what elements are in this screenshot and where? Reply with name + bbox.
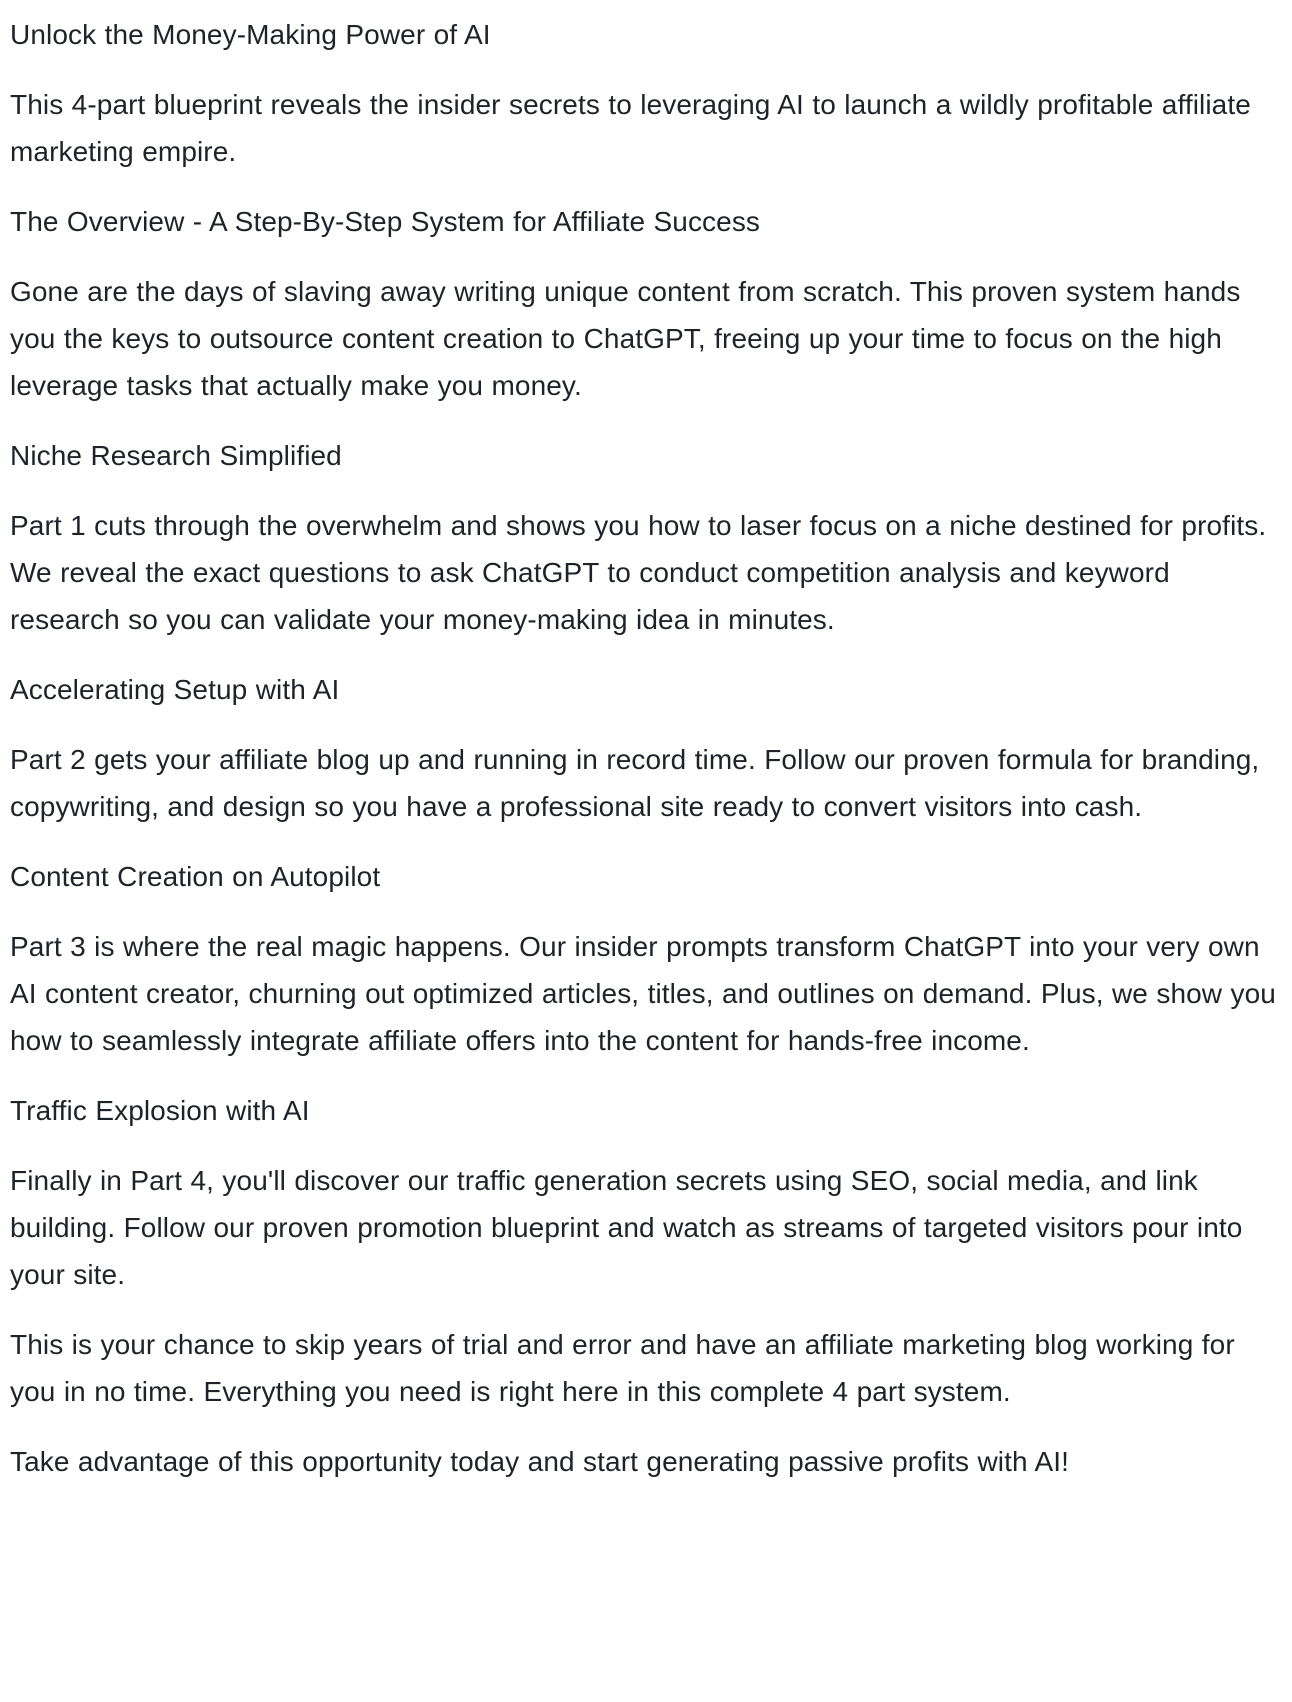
paragraph-part4-body: Finally in Part 4, you'll discover our traffic generation secrets using SEO, social media, and link building. Follow our proven promotion blueprint and watch as streams of targeted visitors pour into your site. <box>10 1165 1243 1290</box>
heading-content-creation: Content Creation on Autopilot <box>10 861 381 892</box>
paragraph-overview-body: Gone are the days of slaving away writing unique content from scratch. This proven system hands you the keys to outsource content creation to ChatGPT, freeing up your time to focus on the high leverage tasks that actually make you money. <box>10 276 1241 401</box>
heading-overview: The Overview - A Step-By-Step System for Affiliate Success <box>10 206 761 237</box>
paragraph-part1-body: Part 1 cuts through the overwhelm and shows you how to laser focus on a niche destined for profits. We reveal the exact questions to ask ChatGPT to conduct competition analysis and keyword research so you can validate your money-making idea in minutes. <box>10 510 1267 635</box>
paragraph-blueprint-intro: This 4-part blueprint reveals the insider secrets to leveraging AI to launch a wildly profitable affiliate marketing empire. <box>10 89 1251 167</box>
paragraph-part2-body: Part 2 gets your affiliate blog up and running in record time. Follow our proven formula for branding, copywriting, and design so you have a professional site ready to convert visitors into cash. <box>10 744 1260 822</box>
heading-traffic-explosion: Traffic Explosion with AI <box>10 1095 310 1126</box>
heading-accelerating-setup: Accelerating Setup with AI <box>10 674 340 705</box>
paragraph-chance-to-skip: This is your chance to skip years of trial and error and have an affiliate marketing blog working for you in no time. Everything you need is right here in this complete 4 part system. <box>10 1329 1235 1407</box>
heading-unlock-money-making-power: Unlock the Money-Making Power of AI <box>10 19 491 50</box>
heading-niche-research: Niche Research Simplified <box>10 440 342 471</box>
paragraph-call-to-action: Take advantage of this opportunity today and start generating passive profits with AI! <box>10 1446 1070 1477</box>
paragraph-part3-body: Part 3 is where the real magic happens. Our insider prompts transform ChatGPT into your very own AI content creator, churning out optimized articles, titles, and outlines on demand. Plus, we show you how to seamlessly integrate affiliate offers into the content for hands-free income. <box>10 931 1276 1056</box>
